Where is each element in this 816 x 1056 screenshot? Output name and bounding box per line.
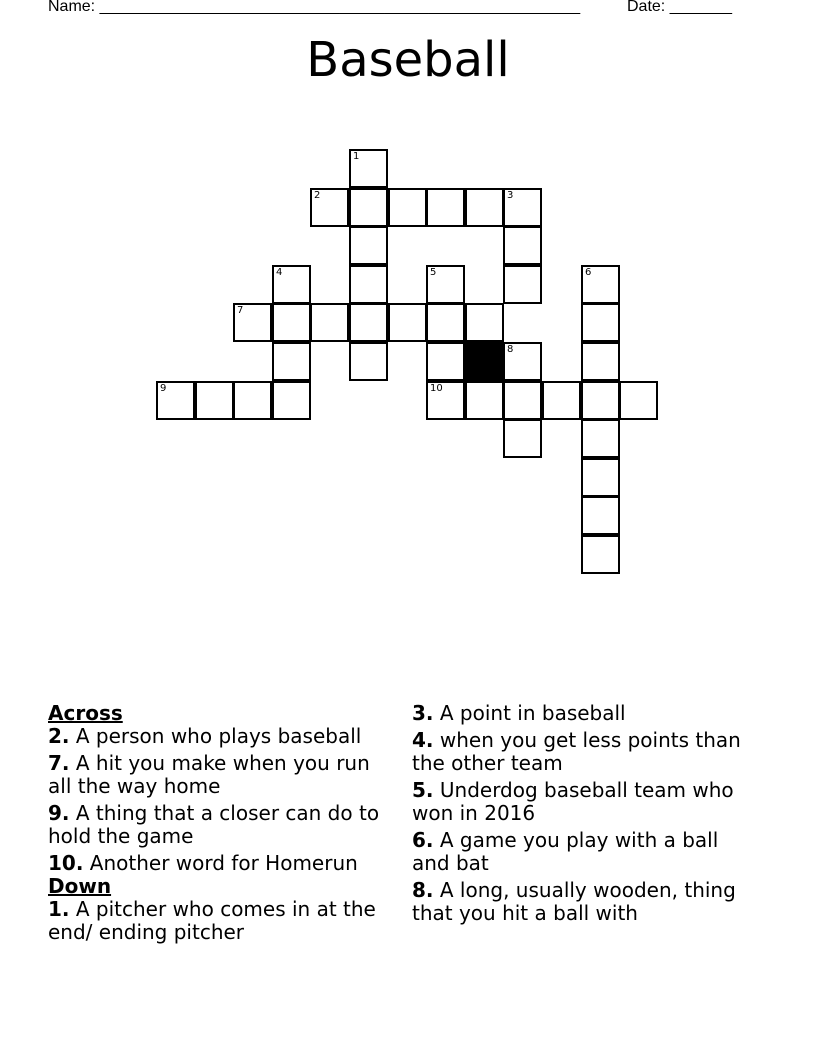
across-heading: Across (48, 701, 123, 725)
crossword-cell[interactable] (310, 188, 349, 227)
crossword-cell[interactable] (581, 303, 620, 342)
crossword-cell[interactable] (503, 419, 542, 458)
down-clue: 3. A point in baseball (412, 701, 626, 725)
clue-number: 10 (430, 383, 443, 394)
clues-right-column (412, 702, 752, 929)
crossword-cell[interactable] (388, 303, 427, 342)
crossword-cell[interactable] (503, 265, 542, 304)
black-cell (465, 342, 504, 381)
crossword-cell[interactable] (349, 303, 388, 342)
clue-number: 2 (314, 190, 321, 201)
crossword-cell[interactable] (349, 149, 388, 188)
crossword-cell[interactable] (272, 342, 311, 381)
crossword-cell[interactable] (581, 496, 620, 535)
name-line: Name: ______________________________________________________ (48, 0, 581, 15)
crossword-cell[interactable] (465, 303, 504, 342)
crossword-cell[interactable] (542, 381, 581, 420)
across-clue: 9. A thing that a closer can do to hold the game (48, 801, 380, 848)
down-clue: 1. A pitcher who comes in at the end/ ending pitcher (48, 897, 376, 944)
crossword-cell[interactable] (349, 342, 388, 381)
clue-number: 5 (430, 267, 437, 278)
crossword-cell[interactable] (581, 342, 620, 381)
crossword-cell[interactable] (581, 265, 620, 304)
clue-number: 3 (507, 190, 514, 201)
crossword-cell[interactable] (195, 381, 234, 420)
clue-number: 1 (353, 151, 360, 162)
crossword-cell[interactable] (581, 458, 620, 497)
crossword-cell[interactable] (426, 381, 465, 420)
crossword-cell[interactable] (156, 381, 195, 420)
crossword-cell[interactable] (581, 381, 620, 420)
crossword-cell[interactable] (272, 265, 311, 304)
clue-number: 4 (276, 267, 283, 278)
crossword-cell[interactable] (503, 342, 542, 381)
crossword-cell[interactable] (581, 419, 620, 458)
clue-number: 7 (237, 305, 244, 316)
crossword-cell[interactable] (503, 381, 542, 420)
crossword-cell[interactable] (426, 303, 465, 342)
crossword-cell[interactable] (503, 188, 542, 227)
crossword-cell[interactable] (465, 381, 504, 420)
crossword-cell[interactable] (310, 303, 349, 342)
crossword-cell[interactable] (426, 342, 465, 381)
across-clue: 2. A person who plays baseball (48, 724, 362, 748)
down-clue: 8. A long, usually wooden, thing that you hit a ball with (412, 878, 736, 925)
page-title: Baseball (306, 32, 510, 88)
across-clue: 7. A hit you make when you run all the way home (48, 751, 370, 798)
down-heading: Down (48, 874, 112, 898)
crossword-cell[interactable] (465, 188, 504, 227)
crossword-cell[interactable] (272, 381, 311, 420)
crossword-cell[interactable] (233, 381, 272, 420)
crossword-cell[interactable] (349, 265, 388, 304)
down-clue: 6. A game you play with a ball and bat (412, 828, 719, 875)
crossword-cell[interactable] (619, 381, 658, 420)
clue-number: 8 (507, 344, 514, 355)
crossword-cell[interactable] (388, 188, 427, 227)
crossword-cell[interactable] (581, 535, 620, 574)
across-clue: 10. Another word for Homerun (48, 851, 358, 875)
crossword-cell[interactable] (503, 226, 542, 265)
clue-number: 9 (160, 383, 167, 394)
crossword-cell[interactable] (272, 303, 311, 342)
crossword-cell[interactable] (426, 188, 465, 227)
crossword-cell[interactable] (426, 265, 465, 304)
crossword-cell[interactable] (349, 188, 388, 227)
crossword-cell[interactable] (349, 226, 388, 265)
date-line: Date: _______ (627, 0, 732, 15)
crossword-cell[interactable] (233, 303, 272, 342)
down-clue: 4. when you get less points than the other team (412, 728, 741, 775)
down-clue: 5. Underdog baseball team who won in 2016 (412, 778, 734, 825)
clue-number: 6 (585, 267, 592, 278)
clues-left-column (48, 702, 388, 948)
